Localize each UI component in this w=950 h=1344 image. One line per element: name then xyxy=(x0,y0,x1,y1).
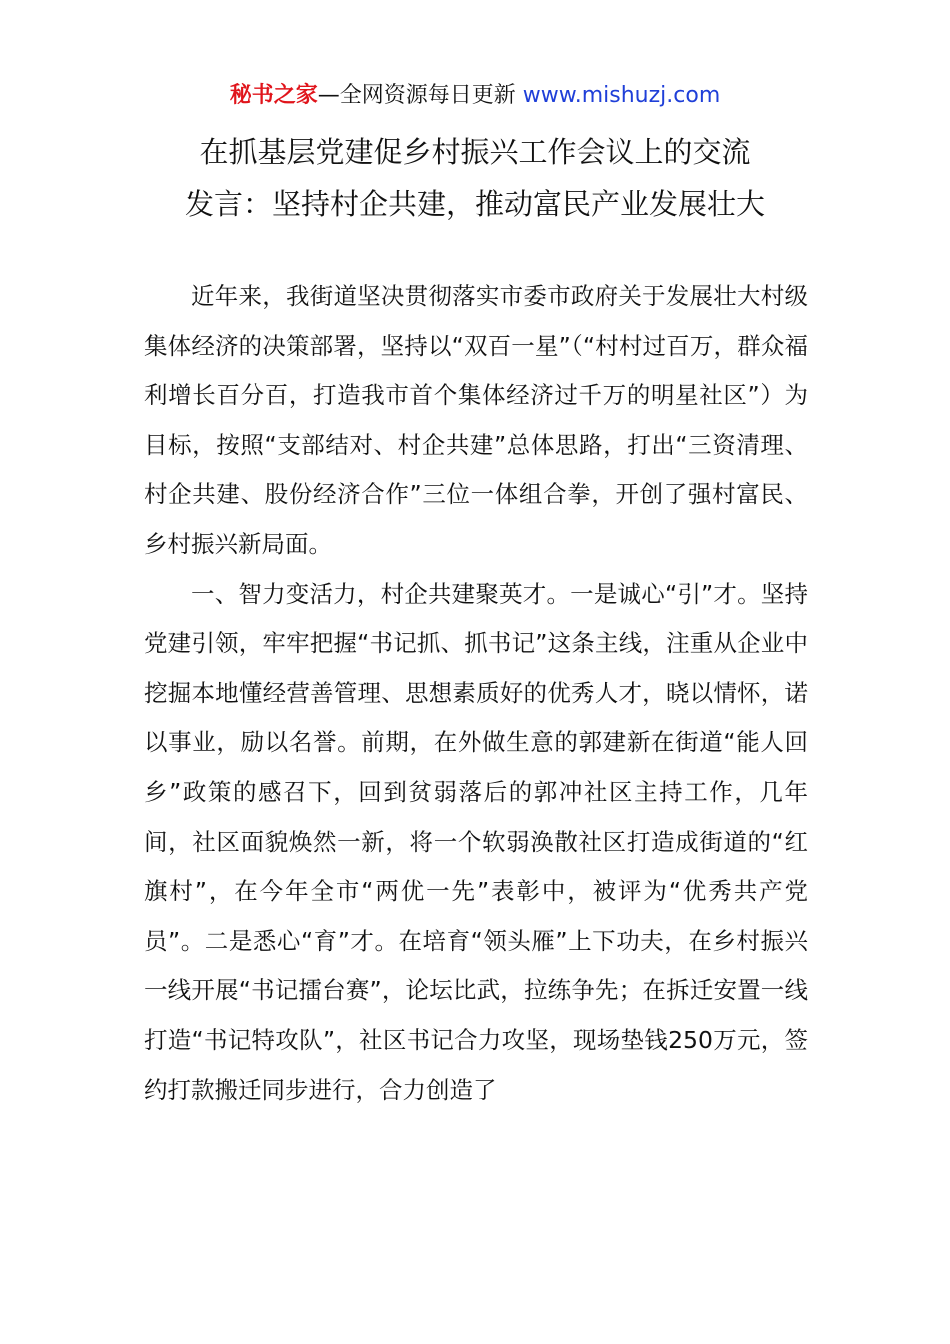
title-line-1: 在抓基层党建促乡村振兴工作会议上的交流 xyxy=(199,135,751,169)
site-header xyxy=(0,80,950,112)
document-title xyxy=(60,126,890,230)
body-paragraph-intro: 近年来，我街道坚决贯彻落实市委市政府关于发展壮大村级集体经济的决策部署，坚持以“双百一星”（“村村过百万，群众福利增长百分百，打造我市首个集体经济过千万的明星社区”）为目标，按照“支部结对、村企共建”总体思路，打出“三资清理、村企共建、股份经济合作”三位一体组合拳，开创了强村富民、乡村振兴新局面。 xyxy=(144,282,808,558)
site-url-link[interactable]: www.mishuzj.com xyxy=(522,83,721,108)
title-line-2: 发言：坚持村企共建，推动富民产业发展壮大 xyxy=(184,187,765,221)
site-brand: 秘书之家 xyxy=(229,83,318,108)
document-body xyxy=(144,272,808,1115)
body-paragraph-section-1: 一、智力变活力，村企共建聚英才。一是诚心“引”才。坚持党建引领，牢牢把握“书记抓、抓书记”这条主线，注重从企业中挖掘本地懂经营善管理、思想素质好的优秀人才，晓以情怀，诺以事业，励以名誉。前期，在外做生意的郭建新在街道“能人回乡”政策的感召下，回到贫弱落后的郭冲社区主持工作，几年间，社区面貌焕然一新，将一个软弱涣散社区打造成街道的“红旗村”，在今年全市“两优一先”表彰中，被评为“优秀共产党员”。二是悉心“育”才。在培育“领头雁”上下功夫，在乡村振兴一线开展“书记擂台赛”，论坛比武，拉练争先；在拆迁安置一线打造“书记特攻队”，社区书记合力攻坚，现场垫钱250万元，签约打款搬迁同步进行，合力创造了 xyxy=(144,579,808,1104)
site-tagline: —全网资源每日更新 xyxy=(317,83,516,108)
